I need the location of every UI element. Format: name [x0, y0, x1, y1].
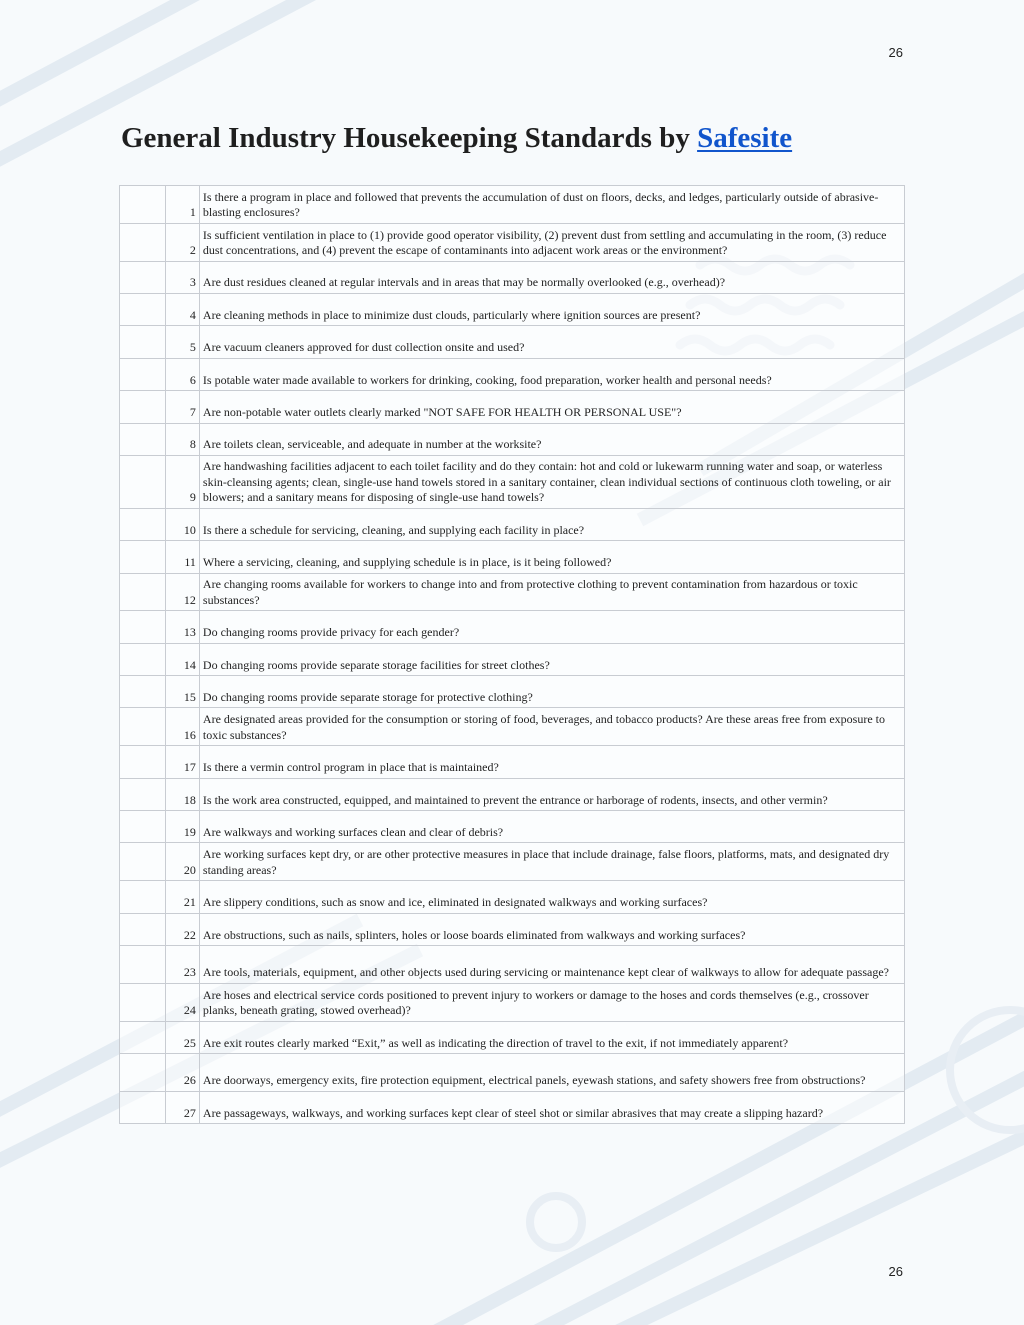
checkbox-cell[interactable] [120, 423, 166, 455]
title-text: General Industry Housekeeping Standards by [121, 122, 698, 154]
item-number: 23 [165, 946, 199, 984]
item-number: 24 [165, 983, 199, 1021]
checkbox-cell[interactable] [120, 391, 166, 423]
checkbox-cell[interactable] [120, 946, 166, 984]
table-row [120, 611, 905, 643]
item-number: 11 [165, 541, 199, 573]
table-row [120, 676, 905, 708]
item-question: Are exit routes clearly marked “Exit,” as well as indicating the direction of travel to the exit, if not immediately apparent? [199, 1021, 904, 1053]
item-question: Are non-potable water outlets clearly marked "NOT SAFE FOR HEALTH OR PERSONAL USE"? [199, 391, 904, 423]
checkbox-cell[interactable] [120, 778, 166, 810]
item-question: Are hoses and electrical service cords positioned to prevent injury to workers or damage to the hoses and cords themselves (e.g., crossover planks, beneath grating, stowed overhead)? [199, 983, 904, 1021]
table-row [120, 1021, 905, 1053]
table-row [120, 261, 905, 293]
item-number: 26 [165, 1054, 199, 1092]
item-number: 5 [165, 326, 199, 358]
item-question: Is there a vermin control program in place that is maintained? [199, 746, 904, 778]
item-question: Do changing rooms provide privacy for each gender? [199, 611, 904, 643]
item-number: 9 [165, 455, 199, 508]
table-row [120, 913, 905, 945]
checkbox-cell[interactable] [120, 881, 166, 913]
checkbox-cell[interactable] [120, 573, 166, 611]
item-question: Are working surfaces kept dry, or are other protective measures in place that include drainage, false floors, platforms, mats, and designated dry standing areas? [199, 843, 904, 881]
item-number: 18 [165, 778, 199, 810]
item-question: Is there a schedule for servicing, cleaning, and supplying each facility in place? [199, 508, 904, 540]
checkbox-cell[interactable] [120, 1021, 166, 1053]
item-question: Are doorways, emergency exits, fire protection equipment, electrical panels, eyewash stations, and safety showers free from obstructions? [199, 1054, 904, 1092]
table-row [120, 643, 905, 675]
item-question: Are walkways and working surfaces clean and clear of debris? [199, 811, 904, 843]
item-number: 10 [165, 508, 199, 540]
checkbox-cell[interactable] [120, 326, 166, 358]
item-number: 15 [165, 676, 199, 708]
checkbox-cell[interactable] [120, 643, 166, 675]
safesite-link[interactable]: Safesite [697, 122, 793, 154]
checkbox-cell[interactable] [120, 843, 166, 881]
item-question: Are cleaning methods in place to minimize dust clouds, particularly where ignition sources are present? [199, 293, 904, 325]
item-number: 16 [165, 708, 199, 746]
item-number: 6 [165, 358, 199, 390]
item-number: 12 [165, 573, 199, 611]
table-row [120, 223, 905, 261]
item-number: 13 [165, 611, 199, 643]
item-number: 4 [165, 293, 199, 325]
page-number-top: 26 [888, 45, 903, 60]
table-row [120, 423, 905, 455]
item-question: Are tools, materials, equipment, and other objects used during servicing or maintenance kept clear of walkways to allow for adequate passage? [199, 946, 904, 984]
checkbox-cell[interactable] [120, 1054, 166, 1092]
item-question: Are slippery conditions, such as snow and ice, eliminated in designated walkways and working surfaces? [199, 881, 904, 913]
checklist-table [119, 185, 905, 1124]
checkbox-cell[interactable] [120, 913, 166, 945]
table-row [120, 186, 905, 224]
item-question: Are toilets clean, serviceable, and adequate in number at the worksite? [199, 423, 904, 455]
item-question: Are handwashing facilities adjacent to each toilet facility and do they contain: hot and cold or lukewarm running water and soap, or waterless skin-cleansing agents; clean, single-use hand towels stored in a sanitary container, clean individual sections of continuous cloth toweling, or air blowers; and a sanitary means for disposing of single-use hand towels? [199, 455, 904, 508]
checkbox-cell[interactable] [120, 261, 166, 293]
page-number-bottom: 26 [888, 1264, 903, 1279]
table-row [120, 358, 905, 390]
checkbox-cell[interactable] [120, 611, 166, 643]
table-row [120, 778, 905, 810]
table-row [120, 326, 905, 358]
table-row [120, 811, 905, 843]
checkbox-cell[interactable] [120, 811, 166, 843]
item-question: Do changing rooms provide separate storage for protective clothing? [199, 676, 904, 708]
table-row [120, 843, 905, 881]
item-number: 20 [165, 843, 199, 881]
table-row [120, 391, 905, 423]
item-question: Are dust residues cleaned at regular intervals and in areas that may be normally overlooked (e.g., overhead)? [199, 261, 904, 293]
checkbox-cell[interactable] [120, 1091, 166, 1123]
item-number: 1 [165, 186, 199, 224]
checkbox-cell[interactable] [120, 746, 166, 778]
item-number: 22 [165, 913, 199, 945]
checkbox-cell[interactable] [120, 708, 166, 746]
checkbox-cell[interactable] [120, 541, 166, 573]
item-question: Is the work area constructed, equipped, and maintained to prevent the entrance or harborage of rodents, insects, and other vermin? [199, 778, 904, 810]
table-row [120, 881, 905, 913]
item-question: Is there a program in place and followed that prevents the accumulation of dust on floors, decks, and ledges, particularly outside of abrasive-blasting enclosures? [199, 186, 904, 224]
item-number: 14 [165, 643, 199, 675]
checkbox-cell[interactable] [120, 508, 166, 540]
table-row [120, 946, 905, 984]
table-row [120, 1091, 905, 1123]
item-question: Are vacuum cleaners approved for dust collection onsite and used? [199, 326, 904, 358]
table-row [120, 708, 905, 746]
checkbox-cell[interactable] [120, 293, 166, 325]
item-number: 2 [165, 223, 199, 261]
item-question: Where a servicing, cleaning, and supplying schedule is in place, is it being followed? [199, 541, 904, 573]
item-question: Is potable water made available to workers for drinking, cooking, food preparation, worker health and personal needs? [199, 358, 904, 390]
checkbox-cell[interactable] [120, 186, 166, 224]
page-title [121, 122, 792, 155]
item-question: Do changing rooms provide separate storage facilities for street clothes? [199, 643, 904, 675]
table-row [120, 746, 905, 778]
item-question: Are changing rooms available for workers to change into and from protective clothing to prevent contamination from hazardous or toxic substances? [199, 573, 904, 611]
item-question: Are obstructions, such as nails, splinters, holes or loose boards eliminated from walkways and working surfaces? [199, 913, 904, 945]
item-number: 17 [165, 746, 199, 778]
item-number: 21 [165, 881, 199, 913]
item-question: Is sufficient ventilation in place to (1) provide good operator visibility, (2) prevent dust from settling and accumulating in the room, (3) reduce dust concentrations, and (4) prevent the escape of contaminants into adjacent work areas or the environment? [199, 223, 904, 261]
table-row [120, 541, 905, 573]
item-number: 25 [165, 1021, 199, 1053]
item-question: Are passageways, walkways, and working surfaces kept clear of steel shot or similar abrasives that may create a slipping hazard? [199, 1091, 904, 1123]
item-number: 8 [165, 423, 199, 455]
checkbox-cell[interactable] [120, 223, 166, 261]
table-row [120, 508, 905, 540]
checkbox-cell[interactable] [120, 676, 166, 708]
item-number: 3 [165, 261, 199, 293]
checkbox-cell[interactable] [120, 983, 166, 1021]
item-number: 27 [165, 1091, 199, 1123]
item-number: 19 [165, 811, 199, 843]
table-row [120, 455, 905, 508]
checkbox-cell[interactable] [120, 358, 166, 390]
item-question: Are designated areas provided for the consumption or storing of food, beverages, and tobacco products? Are these areas free from exposure to toxic substances? [199, 708, 904, 746]
checkbox-cell[interactable] [120, 455, 166, 508]
table-row [120, 573, 905, 611]
table-row [120, 983, 905, 1021]
table-row [120, 293, 905, 325]
item-number: 7 [165, 391, 199, 423]
table-row [120, 1054, 905, 1092]
